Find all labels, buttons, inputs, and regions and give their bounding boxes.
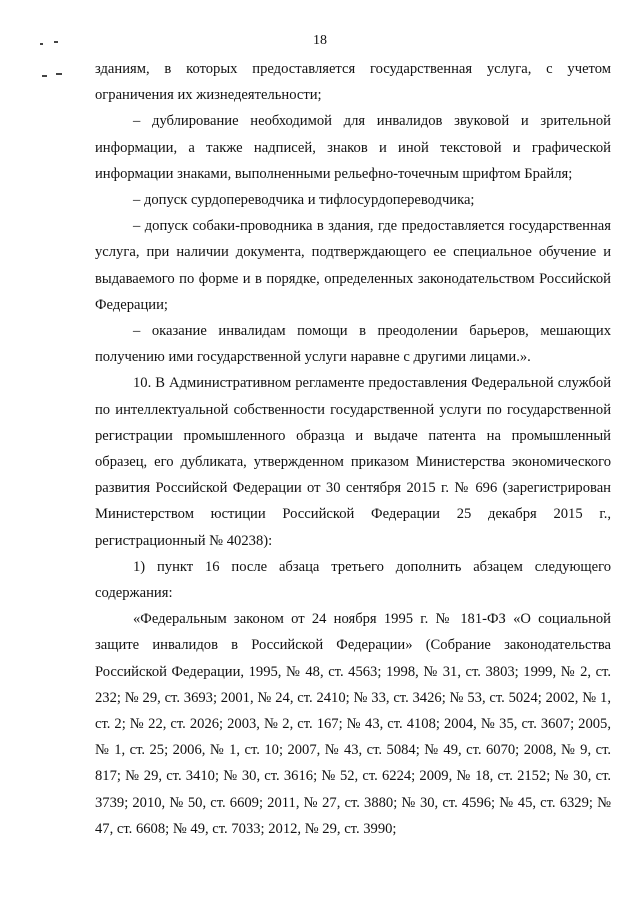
margin-mark: [42, 75, 47, 77]
paragraph-guide-dog: – допуск собаки-проводника в здания, где предоставляется государственная услуга, при наличии документа, подтверждающего ее специальное обучение и выдаваемого по форме и в порядке, определенных законодательством Российской Федерации;: [95, 218, 611, 313]
page-number: 18: [313, 33, 327, 48]
paragraph-barrier-assistance: – оказание инвалидам помощи в преодолении барьеров, мешающих получению ими государственной услуги наравне с другими лицами.».: [95, 323, 611, 366]
paragraph-federal-law-citation: «Федеральным законом от 24 ноября 1995 г. № 181-ФЗ «О социальной защите инвалидов в Российской Федерации» (Собрание законодательства Российской Федерации, 1995, № 48, ст. 4563; 1998, № 31, ст. 3803; 1999, № 2, ст. 232; № 29, ст. 3693; 2001, № 24, ст. 2410; № 33, ст. 3426; № 53, ст. 5024; 2002, № 1, ст. 2; № 22, ст. 2026; 2003, № 2, ст. 167; № 43, ст. 4108; 2004, № 35, ст. 3607; 2005, № 1, ст. 25; 2006, № 1, ст. 10; 2007, № 43, ст. 5084; № 49, ст. 6070; 2008, № 9, ст. 817; № 29, ст. 3410; № 30, ст. 3616; № 52, ст. 6224; 2009, № 18, ст. 2152; № 30, ст. 3739; 2010, № 50, ст. 6609; 2011, № 27, ст. 3880; № 30, ст. 4596; № 45, ст. 6329; № 47, ст. 6608; № 49, ст. 7033; 2012, № 29, ст. 3990;: [95, 611, 611, 837]
paragraph-subitem-1: 1) пункт 16 после абзаца третьего дополнить абзацем следующего содержания:: [95, 558, 611, 602]
document-body: [95, 56, 611, 842]
paragraph-sign-interpreter: – допуск сурдопереводчика и тифлосурдопереводчика;: [133, 192, 475, 209]
paragraph-braille-duplication: – дублирование необходимой для инвалидов звуковой и зрительной информации, а также надписей, знаков и иной текстовой и графической информации знаками, выполненными рельефно-точечным шрифтом Брайля;: [95, 113, 611, 182]
margin-mark: [56, 73, 62, 75]
paragraph-continuation: зданиям, в которых предоставляется государственная услуга, с учетом ограничения их жизнедеятельности;: [95, 61, 611, 104]
paragraph-item-10: 10. В Административном регламенте предоставления Федеральной службой по интеллектуальной собственности государственной услуги по государственной регистрации промышленного образца и выдаче патента на промышленный образец, его дубликата, утвержденном приказом Министерства экономического развития Российской Федерации от 30 сентября 2015 г. № 696 (зарегистрирован Министерством юстиции Российской Федерации 25 декабря 2015 г., регистрационный № 40238):: [95, 375, 611, 549]
